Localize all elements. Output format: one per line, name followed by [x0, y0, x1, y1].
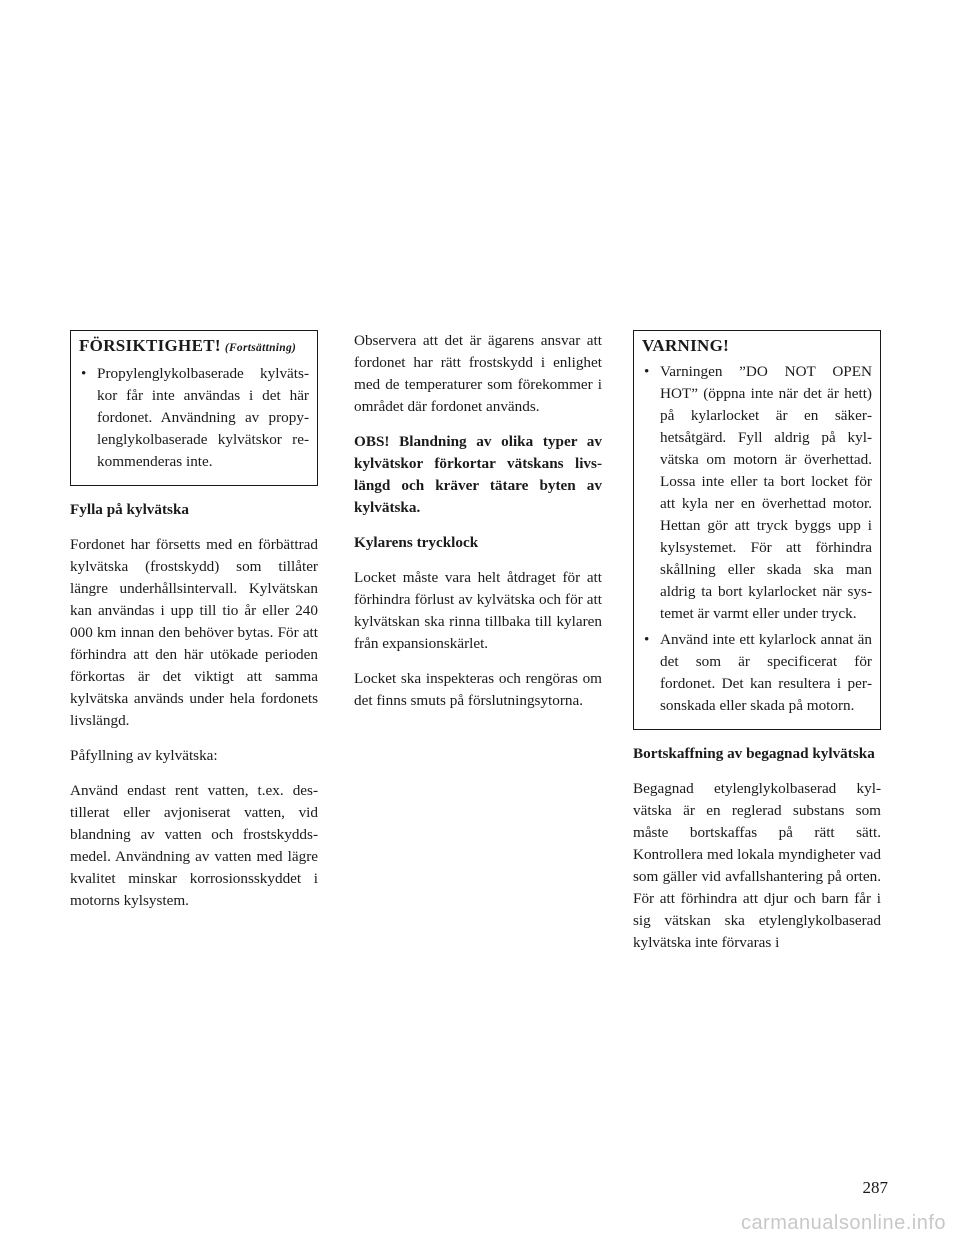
continued-label: (Fortsättning) [224, 342, 297, 354]
page-number: 287 [862, 1178, 888, 1197]
paragraph: Fordonet har försetts med en förbättrad kylvätska (frostskydd) som tillåter längre underhållsintervall. Kylvätskan kan användas i upp till tio år eller 240 000 km innan den behöver bytas. För att förhindra att den här utökade perioden förkortas är det viktigt att samma kylvätska används under hela fordonets livslängd. [70, 536, 318, 729]
paragraph: Begagnad etylenglykolbaserad kylvätska är en reglerad substans som måste bortskaffas på rätt sätt. Kontrollera med lokala myndigheter vad som gäller vid avfallshantering på orten. För att förhindra att djur och barn får i sig vätskan ska etylenglykolbaserad kylvätska inte förvaras i [633, 780, 881, 951]
warning-list [642, 361, 872, 717]
caution-box [70, 330, 318, 486]
caution-list [79, 363, 309, 473]
caution-title [79, 335, 309, 359]
heading-fill-coolant: Fylla på kylvätska [70, 501, 189, 518]
warning-bullet: • Använd inte ett kylarlock annat än det som är specificerat för fordonet. Det kan resultera i personskada eller skada på motorn. [642, 629, 872, 717]
heading-disposal: Bortskaffning av begagnad kylvätska [633, 745, 875, 762]
paragraph: Observera att det är ägarens ansvar att fordonet har rätt frostskydd i enlighet med de temperaturer som förekommer i området där fordonet används. [354, 332, 602, 415]
note-paragraph: OBS! Blandning av olika typer av kylvätskor förkortar vätskans livslängd och kräver tätare byten av kylvätska. [354, 433, 602, 516]
caution-title-text: FÖRSIKTIGHET! [79, 336, 221, 355]
watermark: carmanualsonline.info [740, 1212, 946, 1234]
paragraph: Locket måste vara helt åtdraget för att förhindra förlust av kylvätska och för att kylvätskan ska rinna tillbaka till kylaren från expansionskärlet. [354, 569, 602, 652]
warning-bullet: • Varningen ”DO NOT OPEN HOT” (öppna inte när det är hett) på kylarlocket är en säkerhetsåtgärd. Fyll aldrig på kylvätska om motorn är överhettad. Lossa inte eller ta bort locket för att kyla ner en överhettad motor. Hettan gör att tryck byggs upp i kylsystemet. För att förhindra skållning eller skada ska man aldrig ta bort kylarlocket när systemet är varmt eller under tryck. [642, 361, 872, 625]
paragraph: Locket ska inspekteras och rengöras om det finns smuts på förslutningsytorna. [354, 670, 602, 709]
paragraph: Använd endast rent vatten, t.ex. destillerat eller avjoniserat vatten, vid blandning av vatten och frostskyddsmedel. Användning av vatten med lägre kvalitet minskar korrosionsskyddet i motorns kylsystem. [70, 782, 318, 909]
column-middle [354, 330, 602, 725]
column-right [633, 330, 881, 967]
column-left [70, 330, 318, 925]
paragraph: Påfyllning av kylvätska: [70, 747, 218, 764]
heading-radiator-cap: Kylarens trycklock [354, 534, 479, 551]
caution-bullet: • Propylenglykolbaserade kylvätskor får inte användas i det här fordonet. Användning av propylenglykolbaserade kylvätskor rekommenderas inte. [79, 363, 309, 473]
warning-title: VARNING! [642, 336, 730, 355]
warning-box [633, 330, 881, 730]
